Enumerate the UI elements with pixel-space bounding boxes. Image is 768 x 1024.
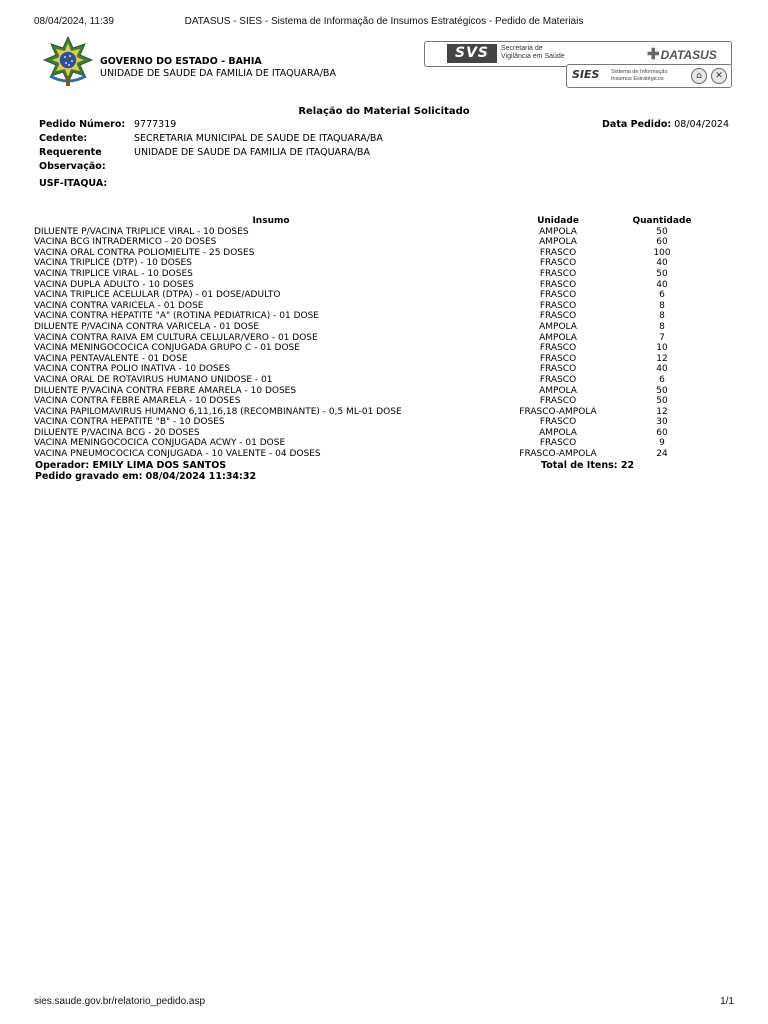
usf-label: USF-ITAQUA: [39, 178, 108, 189]
svs-caption-line-1: Secretaria de [501, 45, 543, 52]
observacao-label-wrap [39, 161, 106, 173]
unidade-cell: AMPOLA [539, 237, 577, 248]
insumo-cell: DILUENTE P/VACINA CONTRA FEBRE AMARELA - 10 DOSES [34, 385, 297, 396]
unidade-cell: AMPOLA [539, 321, 577, 332]
quantidade-cell: 12 [656, 353, 668, 364]
sies-caption-line-1: Sistema de Informação [611, 69, 668, 75]
unidade-cell: FRASCO-AMPOLA [519, 406, 597, 417]
table-row [34, 269, 716, 280]
svs-caption-line-2: Vigilância em Saúde [501, 53, 565, 60]
insumo-cell: DILUENTE P/VACINA BCG - 20 DOSES [34, 427, 200, 438]
pedido-number-label: Pedido Número: [39, 119, 126, 130]
table-row [34, 290, 716, 301]
table-header-row [34, 216, 716, 227]
health-unit-name: UNIDADE DE SAUDE DA FAMILIA DE ITAQUARA/BA [100, 68, 336, 79]
unidade-cell: FRASCO [539, 247, 577, 258]
quantidade-cell: 6 [659, 374, 665, 385]
table-row [34, 449, 716, 460]
svs-logo: SVS [447, 44, 497, 63]
table-row [34, 354, 716, 365]
page-number: 1/1 [720, 996, 734, 1007]
print-footer [34, 996, 734, 1010]
svs-caption [501, 45, 565, 61]
quantidade-cell: 7 [659, 332, 665, 343]
cedente-label-wrap [39, 133, 87, 145]
insumo-cell: VACINA CONTRA VARICELA - 01 DOSE [34, 300, 204, 311]
data-pedido [602, 119, 729, 131]
quantidade-cell: 50 [656, 268, 668, 279]
cedente-value: SECRETARIA MUNICIPAL DE SAUDE DE ITAQUARA/BA [134, 133, 383, 144]
column-header-insumo: Insumo [252, 216, 290, 226]
unidade-cell: AMPOLA [539, 332, 577, 343]
datasus-logo [647, 45, 717, 63]
quantidade-cell: 50 [656, 396, 668, 407]
insumo-cell: VACINA CONTRA RAIVA EM CULTURA CELULAR/VERO - 01 DOSE [34, 332, 318, 343]
insumo-cell: VACINA CONTRA FEBRE AMARELA - 10 DOSES [34, 396, 241, 407]
table-row [34, 258, 716, 269]
pedido-label [39, 119, 125, 131]
print-page-title: DATASUS - SIES - Sistema de Informação de Insumos Estratégicos - Pedido de Materiais [184, 16, 584, 27]
insumo-cell: VACINA ORAL DE ROTAVIRUS HUMANO UNIDOSE - 01 [34, 374, 273, 385]
unidade-cell: FRASCO [539, 279, 577, 290]
unidade-cell: AMPOLA [539, 427, 577, 438]
unidade-cell: FRASCO [539, 438, 577, 449]
report-title: Relação do Material Solicitado [298, 106, 470, 117]
insumo-cell: VACINA TRIPLICE ACELULAR (DTPA) - 01 DOSE/ADULTO [34, 290, 281, 301]
insumo-cell: VACINA DUPLA ADULTO - 10 DOSES [34, 279, 194, 290]
sies-logo: SIES [572, 68, 600, 81]
table-row [34, 343, 716, 354]
table-row [34, 301, 716, 312]
quantidade-cell: 10 [656, 343, 668, 354]
sies-caption-line-2: Insumos Estratégicos [611, 75, 664, 82]
usf-label-wrap [39, 178, 107, 190]
government-name: GOVERNO DO ESTADO - BAHIA [100, 56, 262, 67]
page-url: sies.saude.gov.br/relatorio_pedido.asp [34, 996, 206, 1007]
insumo-cell: VACINA PAPILOMAVIRUS HUMANO 6,11,16,18 (RECOMBINANTE) - 0,5 ML-01 DOSE [34, 406, 402, 417]
quantidade-cell: 8 [659, 300, 665, 311]
table-row [34, 248, 716, 259]
cedente-label: Cedente: [39, 133, 88, 144]
quantidade-cell: 8 [659, 311, 665, 322]
table-row [34, 227, 716, 238]
quantidade-cell: 8 [659, 321, 665, 332]
print-header [34, 16, 734, 30]
column-header-quantidade: Quantidade [632, 216, 692, 226]
unidade-cell: AMPOLA [539, 226, 577, 237]
insumo-cell: DILUENTE P/VACINA TRIPLICE VIRAL - 10 DOSES [34, 226, 249, 237]
sies-banner [566, 64, 732, 88]
unidade-cell: FRASCO [539, 364, 577, 375]
government-heading [100, 56, 336, 80]
unidade-cell: FRASCO-AMPOLA [519, 449, 597, 460]
quantidade-cell: 24 [656, 449, 668, 460]
insumo-cell: VACINA BCG INTRADERMICO - 20 DOSES [34, 237, 217, 248]
unidade-cell: FRASCO [539, 343, 577, 354]
items-table-body [34, 227, 716, 460]
column-header-unidade: Unidade [537, 216, 579, 226]
quantidade-cell: 100 [653, 247, 671, 258]
unidade-cell: FRASCO [539, 353, 577, 364]
table-row [34, 311, 716, 322]
quantidade-cell: 40 [656, 364, 668, 375]
unidade-cell: FRASCO [539, 311, 577, 322]
insumo-cell: VACINA MENINGOCOCICA CONJUGADA ACWY - 01 DOSE [34, 438, 286, 449]
insumo-cell: VACINA MENINGOCOCICA CONJUGADA GRUPO C - 01 DOSE [34, 343, 300, 354]
requerente-label: Requerente [39, 147, 102, 158]
table-row [34, 364, 716, 375]
table-row [34, 428, 716, 439]
datasus-logo-text: DATASUS [660, 48, 717, 62]
unidade-cell: FRASCO [539, 417, 577, 428]
quantidade-cell: 40 [656, 279, 668, 290]
unidade-cell: FRASCO [539, 290, 577, 301]
sies-caption [611, 69, 668, 82]
pedido-gravado-line: Pedido gravado em: 08/04/2024 11:34:32 [35, 471, 257, 482]
home-icon[interactable]: ⌂ [691, 68, 707, 84]
pedido-number-value: 9777319 [134, 119, 177, 130]
table-row [34, 375, 716, 386]
unidade-cell: FRASCO [539, 300, 577, 311]
quantidade-cell: 6 [659, 290, 665, 301]
quantidade-cell: 9 [659, 438, 665, 449]
table-row [34, 333, 716, 344]
quantidade-cell: 12 [656, 406, 668, 417]
unidade-cell: FRASCO [539, 374, 577, 385]
data-pedido-label: Data Pedido: [602, 119, 672, 130]
unidade-cell: AMPOLA [539, 385, 577, 396]
unidade-cell: FRASCO [539, 268, 577, 279]
data-pedido-value: 08/04/2024 [674, 119, 729, 130]
unidade-cell: FRASCO [539, 258, 577, 269]
close-icon[interactable]: ✕ [711, 68, 727, 84]
insumo-cell: VACINA PNEUMOCOCICA CONJUGADA - 10 VALENTE - 04 DOSES [34, 449, 321, 460]
operador-line: Operador: EMILY LIMA DOS SANTOS [35, 460, 227, 471]
quantidade-cell: 40 [656, 258, 668, 269]
insumo-cell: VACINA TRIPLICE (DTP) - 10 DOSES [34, 258, 192, 269]
quantidade-cell: 30 [656, 417, 668, 428]
quantidade-cell: 60 [656, 237, 668, 248]
print-datetime: 08/04/2024, 11:39 [34, 16, 114, 27]
table-row [34, 417, 716, 428]
insumo-cell: DILUENTE P/VACINA CONTRA VARICELA - 01 DOSE [34, 321, 260, 332]
insumo-cell: VACINA PENTAVALENTE - 01 DOSE [34, 353, 188, 364]
unidade-cell: FRASCO [539, 396, 577, 407]
table-row [34, 237, 716, 248]
brazil-coat-of-arms-logo [40, 36, 96, 88]
insumo-cell: VACINA CONTRA HEPATITE "A" (ROTINA PEDIATRICA) - 01 DOSE [34, 311, 319, 322]
insumo-cell: VACINA TRIPLICE VIRAL - 10 DOSES [34, 268, 193, 279]
table-row [34, 438, 716, 449]
items-table [34, 216, 716, 460]
insumo-cell: VACINA ORAL CONTRA POLIOMIELITE - 25 DOSES [34, 247, 255, 258]
table-row [34, 322, 716, 333]
table-row [34, 386, 716, 397]
table-row [34, 396, 716, 407]
requerente-value: UNIDADE DE SAUDE DA FAMILIA DE ITAQUARA/BA [134, 147, 370, 158]
quantidade-cell: 50 [656, 226, 668, 237]
quantidade-cell: 60 [656, 427, 668, 438]
observacao-label: Observação: [39, 161, 106, 172]
table-row [34, 280, 716, 291]
total-items: Total de Itens: 22 [541, 460, 635, 471]
datasus-cross-icon: ✚ [647, 46, 660, 63]
table-row [34, 407, 716, 418]
requerente-label-wrap [39, 147, 102, 159]
quantidade-cell: 50 [656, 385, 668, 396]
insumo-cell: VACINA CONTRA HEPATITE "B" - 10 DOSES [34, 417, 225, 428]
insumo-cell: VACINA CONTRA POLIO INATIVA - 10 DOSES [34, 364, 231, 375]
